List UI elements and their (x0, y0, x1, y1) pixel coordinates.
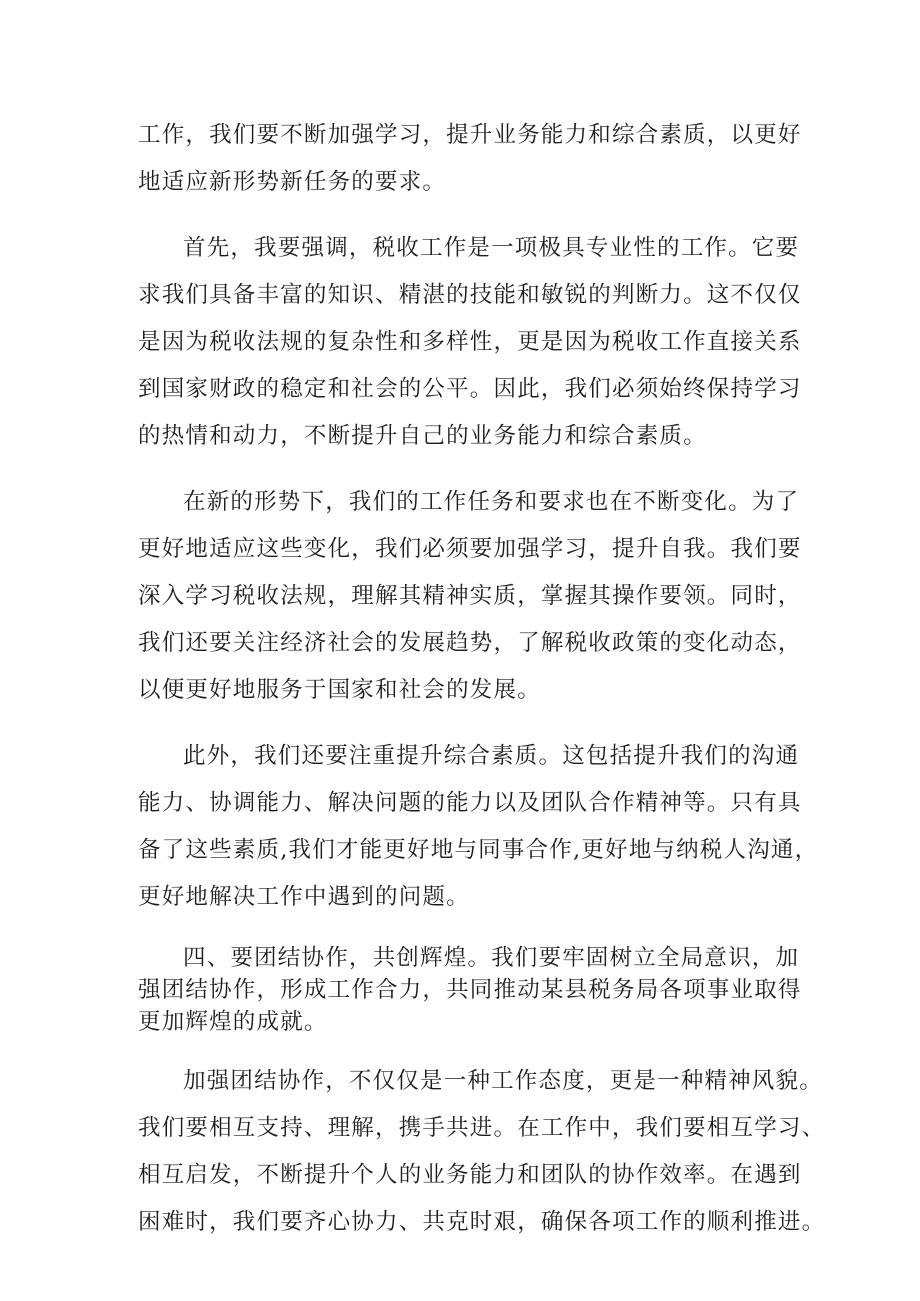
text-line: 求我们具备丰富的知识、精湛的技能和敏锐的判断力。这不仅仅 (138, 282, 802, 308)
text-line: 工作，我们要不断加强学习，提升业务能力和综合素质，以更好 (138, 122, 802, 148)
document-body (138, 112, 826, 1246)
text-line: 在新的形势下，我们的工作任务和要求也在不断变化。为了 (183, 489, 800, 515)
text-line: 更好地解决工作中遇到的问题。 (138, 884, 470, 910)
text-line: 强团结协作，形成工作合力，共同推动某县税务局各项事业取得 (138, 977, 802, 1003)
paragraph-unity-cooperation (138, 1058, 826, 1246)
text-line: 更加辉煌的成就。 (138, 1009, 328, 1035)
text-line: 到国家财政的稳定和社会的公平。因此，我们必须始终保持学习 (138, 376, 802, 402)
text-line: 深入学习税收法规，理解其精神实质，掌握其操作要领。同时， (138, 583, 802, 609)
paragraph-comprehensive-quality (138, 733, 819, 921)
text-line: 的热情和动力，不断提升自己的业务能力和综合素质。 (138, 423, 707, 449)
text-line: 我们要相互支持、理解，携手共进。在工作中，我们要相互学习、 (138, 1115, 826, 1141)
text-line: 以便更好地服务于国家和社会的发展。 (138, 677, 541, 703)
text-line: 是因为税收法规的复杂性和多样性，更是因为税收工作直接关系 (138, 329, 802, 355)
paragraph-new-situation (138, 479, 802, 714)
text-line: 此外，我们还要注重提升综合素质。这包括提升我们的沟通 (183, 743, 800, 769)
paragraph-first-point (138, 225, 802, 460)
paragraph-section-four (138, 942, 802, 1038)
paragraph-intro-continuation (138, 112, 802, 206)
text-line: 备了这些素质,我们才能更好地与同事合作,更好地与纳税人沟通， (138, 837, 819, 863)
text-line: 首先，我要强调，税收工作是一项极具专业性的工作。它要 (183, 235, 800, 261)
text-line: 加强团结协作，不仅仅是一种工作态度，更是一种精神风貌。 (183, 1068, 823, 1094)
text-line: 困难时，我们要齐心协力、共克时艰，确保各项工作的顺利推进。 (138, 1209, 826, 1235)
text-line: 能力、协调能力、解决问题的能力以及团队合作精神等。只有具 (138, 790, 802, 816)
text-line: 我们还要关注经济社会的发展趋势，了解税收政策的变化动态， (138, 630, 802, 656)
text-line: 相互启发，不断提升个人的业务能力和团队的协作效率。在遇到 (138, 1162, 802, 1188)
text-line: 地适应新形势新任务的要求。 (138, 169, 447, 195)
text-line: 更好地适应这些变化，我们必须要加强学习，提升自我。我们要 (138, 536, 802, 562)
text-line: 四、要团结协作，共创辉煌。我们要牢固树立全局意识，加 (183, 945, 800, 971)
